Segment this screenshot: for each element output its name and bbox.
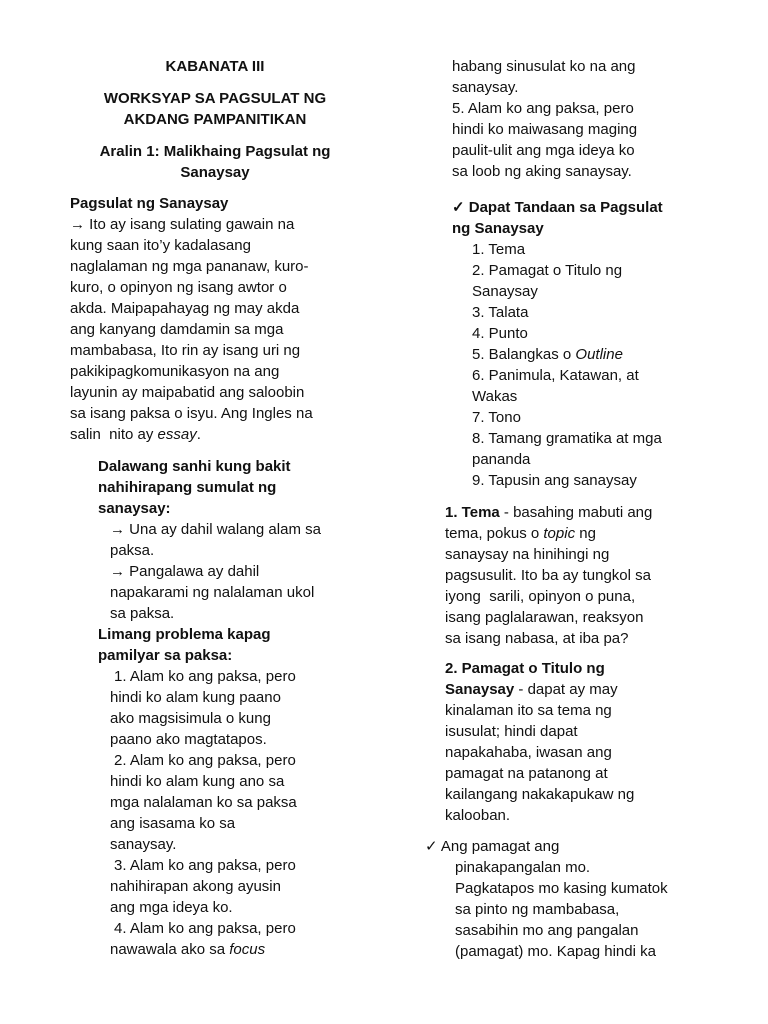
body-line: ang kanyang damdamin sa mga xyxy=(70,321,284,338)
list-item: sanaysay. xyxy=(110,836,177,853)
list-item: napakarami ng nalalaman ukol xyxy=(110,584,315,601)
note-line: sasabihin mo ang pangalan xyxy=(455,922,639,939)
line-text: 5. Balangkas o xyxy=(472,346,576,363)
list-item: → Pangalawa ay dahil xyxy=(110,563,260,580)
list-item: 6. Panimula, Katawan, at xyxy=(472,367,639,384)
reasons-heading: sanaysay: xyxy=(98,500,171,517)
tema-block xyxy=(445,502,652,649)
body-line: kung saan ito’y kadalasang xyxy=(70,237,251,254)
line-text: salin nito ay xyxy=(70,426,158,443)
list-item: sa paksa. xyxy=(110,605,175,622)
reasons-heading: Dalawang sanhi kung bakit xyxy=(98,458,291,475)
note-block xyxy=(425,836,668,962)
list-item: 1. Alam ko ang paksa, pero xyxy=(114,668,296,685)
note-line: pinakapangalan mo. xyxy=(455,859,591,876)
line-text: nawawala ako sa xyxy=(110,941,230,958)
body-line: → Ito ay isang sulating gawain na xyxy=(70,216,295,233)
body-line: mambabasa, Ito rin ay isang uri ng xyxy=(70,342,301,359)
list-item: 3. Alam ko ang paksa, pero xyxy=(114,857,296,874)
list-item: ako magsisimula o kung xyxy=(110,710,271,727)
body-line: isusulat; hindi dapat xyxy=(445,723,578,740)
list-item: 9. Tapusin ang sanaysay xyxy=(472,472,637,489)
list-item: paano ako magtatapos. xyxy=(110,731,267,748)
list-item: hindi ko alam kung ano sa xyxy=(110,773,285,790)
problems-heading: Limang problema kapag xyxy=(98,626,271,643)
list-item xyxy=(452,344,663,365)
list-item: 8. Tamang gramatika at mga xyxy=(472,430,662,447)
list-item: ang isasama ko sa xyxy=(110,815,236,832)
list-item: Wakas xyxy=(472,388,518,405)
line-text: - dapat ay may xyxy=(514,681,618,698)
list-item: nahihirapan akong ayusin xyxy=(110,878,281,895)
lesson-line: Sanaysay xyxy=(180,164,250,181)
body-line xyxy=(445,523,652,544)
list-item: pananda xyxy=(472,451,531,468)
title-line: AKDANG PAMPANITIKAN xyxy=(123,111,307,128)
term-label: 2. Pamagat o Titulo ng xyxy=(445,660,605,677)
body-line xyxy=(445,679,634,700)
body-line: pagsusulit. Ito ba ay tungkol sa xyxy=(445,567,651,584)
body-line: kailangang nakakapukaw ng xyxy=(445,786,635,803)
list-item: 4. Alam ko ang paksa, pero xyxy=(114,920,296,937)
document-title xyxy=(70,88,360,130)
body-line: sa isang paksa o isyu. Ang Ingles na xyxy=(70,405,313,422)
note-line: Pagkatapos mo kasing kumatok xyxy=(455,880,668,897)
remember-heading: ng Sanaysay xyxy=(452,220,544,237)
body-line: akda. Maipapahayag ng may akda xyxy=(70,300,300,317)
body-line: pakikipagkomunikasyon na ang xyxy=(70,363,280,380)
list-item: paksa. xyxy=(110,542,155,559)
note-line: ✓ Ang pamagat ang xyxy=(425,838,560,855)
list-item: hindi ko maiwasang maging xyxy=(452,121,638,138)
italic-term: focus xyxy=(229,941,266,958)
body-line: pamagat na patanong at xyxy=(445,765,608,782)
list-item: 1. Tema xyxy=(472,241,526,258)
list-item: 2. Pamagat o Titulo ng xyxy=(472,262,623,279)
problems-heading: pamilyar sa paksa: xyxy=(98,647,233,664)
section-definition xyxy=(70,193,313,445)
body-line: kinalaman ito sa tema ng xyxy=(445,702,612,719)
list-item: ang mga ideya ko. xyxy=(110,899,233,916)
italic-term: essay xyxy=(157,426,197,443)
pamagat-block xyxy=(445,658,634,826)
italic-term: Outline xyxy=(575,346,623,363)
list-item: mga nalalaman ko sa paksa xyxy=(110,794,297,811)
note-line: (pamagat) mo. Kapag hindi ka xyxy=(455,943,656,960)
remember-block xyxy=(452,197,663,491)
term-label: 1. Tema xyxy=(445,504,500,521)
problems-continued xyxy=(452,56,637,182)
list-item: 7. Tono xyxy=(472,409,521,426)
note-line: sa pinto ng mambabasa, xyxy=(455,901,620,918)
list-item: → Una ay dahil walang alam sa xyxy=(110,521,321,538)
line-text: tema, pokus o xyxy=(445,525,544,542)
body-line: iyong sarili, opinyon o puna, xyxy=(445,588,636,605)
body-line: sa isang nabasa, at iba pa? xyxy=(445,630,629,647)
list-item: 3. Talata xyxy=(472,304,529,321)
list-item xyxy=(98,939,321,960)
title-line: WORKSYAP SA PAGSULAT NG xyxy=(103,90,327,107)
line-text: . xyxy=(196,426,201,443)
term-label: Sanaysay xyxy=(445,681,515,698)
italic-term: topic xyxy=(543,525,576,542)
lesson-title xyxy=(70,141,360,183)
list-item: 2. Alam ko ang paksa, pero xyxy=(114,752,296,769)
list-item: Sanaysay xyxy=(472,283,538,300)
chapter-heading: KABANATA III xyxy=(165,58,265,75)
remember-heading: ✓ Dapat Tandaan sa Pagsulat xyxy=(452,199,663,216)
section-heading: Pagsulat ng Sanaysay xyxy=(70,195,229,212)
list-item: 5. Alam ko ang paksa, pero xyxy=(452,100,634,117)
body-line: naglalaman ng mga pananaw, kuro- xyxy=(70,258,309,275)
list-item: 4. Punto xyxy=(472,325,528,342)
list-item: hindi ko alam kung paano xyxy=(110,689,281,706)
list-item: sanaysay. xyxy=(452,79,519,96)
reasons-heading: nahihirapang sumulat ng xyxy=(98,479,277,496)
line-text: ng xyxy=(575,525,596,542)
list-item: sa loob ng aking sanaysay. xyxy=(452,163,632,180)
body-line: kuro, o opinyon ng isang awtor o xyxy=(70,279,287,296)
body-line: isang paglalarawan, reaksyon xyxy=(445,609,644,626)
body-line xyxy=(445,502,652,523)
reasons-block xyxy=(98,456,321,960)
body-line: napakahaba, iwasan ang xyxy=(445,744,612,761)
line-text: - basahing mabuti ang xyxy=(499,504,653,521)
list-item: paulit-ulit ang mga ideya ko xyxy=(452,142,635,159)
lesson-line: Aralin 1: Malikhaing Pagsulat ng xyxy=(99,143,331,160)
list-item: habang sinusulat ko na ang xyxy=(452,58,636,75)
body-line: kalooban. xyxy=(445,807,511,824)
body-line xyxy=(70,424,313,445)
body-line: layunin ay maipabatid ang saloobin xyxy=(70,384,305,401)
body-line: sanaysay na hinihingi ng xyxy=(445,546,610,563)
